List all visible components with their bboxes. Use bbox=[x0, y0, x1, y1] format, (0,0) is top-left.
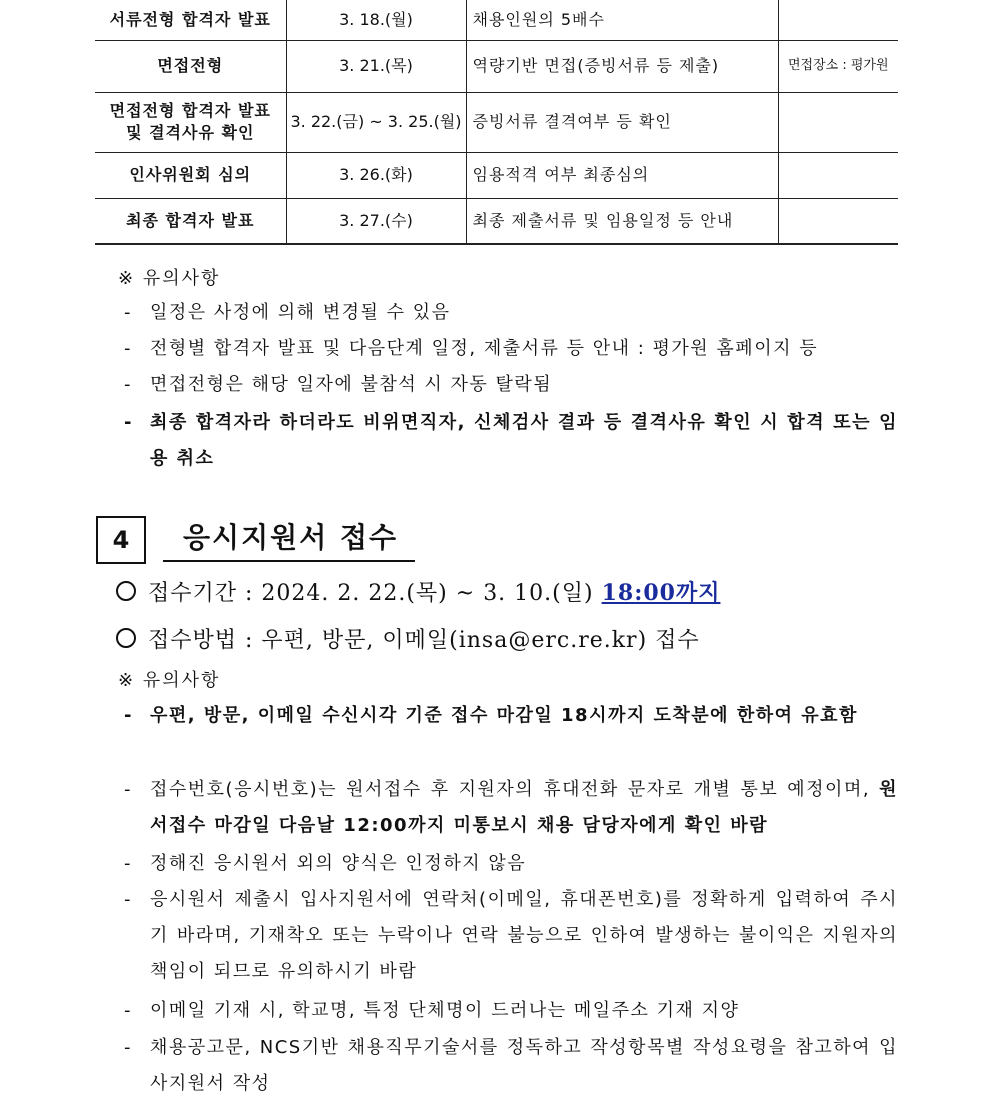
reception-period-text: 접수기간 : 2024. 2. 22.(목) ~ 3. 10.(일) bbox=[148, 581, 594, 606]
circle-bullet-icon bbox=[116, 628, 136, 648]
note-text: 접수번호(응시번호)는 원서접수 후 지원자의 휴대전화 문자로 개별 통보 예정이며, bbox=[150, 779, 880, 800]
description-cell: 역량기반 면접(증빙서류 등 제출) bbox=[466, 40, 778, 92]
note-text: 우편, 방문, 이메일 수신시각 기준 접수 마감일 18시까지 도착분에 한하여 유효함 bbox=[150, 705, 858, 726]
note-item: - 이메일 기재 시, 학교명, 특정 단체명이 드러나는 메일주소 기재 지양 bbox=[124, 1000, 740, 1021]
note-cell bbox=[778, 0, 898, 40]
note-item: - 응시원서 제출시 입사지원서에 연락처(이메일, 휴대폰번호)를 정확하게 입력하여 주시기 바라며, 기재착오 또는 누락이나 연락 불능으로 인하여 발생하는 불이익은 지원자의 책임이 되므로 유의하시기 바람 bbox=[124, 889, 898, 982]
table-row bbox=[95, 0, 898, 40]
stage-cell: 서류전형 합격자 발표 bbox=[95, 0, 286, 40]
table-row bbox=[95, 92, 898, 152]
stage-cell: 인사위원회 심의 bbox=[95, 152, 286, 198]
date-cell: 3. 27.(수) bbox=[286, 198, 466, 244]
stage-cell: 면접전형 bbox=[95, 40, 286, 92]
note-cell: 면접장소 : 평가원 bbox=[778, 40, 898, 92]
reception-method-text: 접수방법 : 우편, 방문, 이메일(insa@erc.re.kr) 접수 bbox=[148, 628, 700, 653]
note-item: - 채용공고문, NCS기반 채용직무기술서를 정독하고 작성항목별 작성요령을 참고하여 입사지원서 작성 bbox=[124, 1037, 898, 1094]
notes-heading: ※ 유의사항 bbox=[118, 268, 221, 289]
description-cell: 최종 제출서류 및 임용일정 등 안내 bbox=[466, 198, 778, 244]
note-item: - 전형별 합격자 발표 및 다음단계 일정, 제출서류 등 안내 : 평가원 홈페이지 등 bbox=[124, 338, 819, 359]
section-title: 응시지원서 접수 bbox=[163, 514, 415, 562]
description-cell: 채용인원의 5배수 bbox=[466, 0, 778, 40]
table-row bbox=[95, 152, 898, 198]
description-cell: 증빙서류 결격여부 등 확인 bbox=[466, 92, 778, 152]
note-cell bbox=[778, 152, 898, 198]
schedule-table bbox=[95, 0, 898, 245]
note-text: 채용공고문, NCS기반 채용직무기술서를 정독하고 작성항목별 작성요령을 참고하여 입사지원서 작성 bbox=[150, 1037, 898, 1094]
circle-bullet-icon bbox=[116, 581, 136, 601]
date-cell: 3. 22.(금) ~ 3. 25.(월) bbox=[286, 92, 466, 152]
note-item: - 접수번호(응시번호)는 원서접수 후 지원자의 휴대전화 문자로 개별 통보 예정이며, 원서접수 마감일 다음날 12:00까지 미통보시 채용 담당자에게 확인 바람 bbox=[124, 779, 898, 836]
reception-period bbox=[116, 576, 720, 607]
note-text: 일정은 사정에 의해 변경될 수 있음 bbox=[150, 302, 451, 323]
note-item: - 일정은 사정에 의해 변경될 수 있음 bbox=[124, 302, 451, 323]
date-cell: 3. 18.(월) bbox=[286, 0, 466, 40]
note-emphasis: 원서접수 마감일 다음날 12:00까지 미통보시 채용 담당자에게 확인 바람 bbox=[150, 779, 898, 836]
note-text: 전형별 합격자 발표 및 다음단계 일정, 제출서류 등 안내 : 평가원 홈페이지 등 bbox=[150, 338, 819, 359]
note-text: 이메일 기재 시, 학교명, 특정 단체명이 드러나는 메일주소 기재 지양 bbox=[150, 1000, 740, 1021]
description-cell: 임용적격 여부 최종심의 bbox=[466, 152, 778, 198]
note-item: - 우편, 방문, 이메일 수신시각 기준 접수 마감일 18시까지 도착분에 한하여 유효함 bbox=[124, 705, 858, 726]
note-cell bbox=[778, 198, 898, 244]
note-item: - 정해진 응시원서 외의 양식은 인정하지 않음 bbox=[124, 853, 527, 874]
note-cell bbox=[778, 92, 898, 152]
deadline-time: 18:00까지 bbox=[601, 580, 721, 606]
stage-cell: 면접전형 합격자 발표 및 결격사유 확인 bbox=[95, 92, 286, 152]
table-row bbox=[95, 40, 898, 92]
reception-method bbox=[116, 623, 700, 654]
note-item: - 면접전형은 해당 일자에 불참석 시 자동 탈락됨 bbox=[124, 374, 553, 395]
notes-heading: ※ 유의사항 bbox=[118, 670, 221, 691]
note-text: 정해진 응시원서 외의 양식은 인정하지 않음 bbox=[150, 853, 527, 874]
note-text: 응시원서 제출시 입사지원서에 연락처(이메일, 휴대폰번호)를 정확하게 입력하여 주시기 바라며, 기재착오 또는 누락이나 연락 불능으로 인하여 발생하는 불이익은 지원자의 책임이 되므로 유의하시기 바람 bbox=[150, 889, 898, 982]
note-text: 면접전형은 해당 일자에 불참석 시 자동 탈락됨 bbox=[150, 374, 553, 395]
table-row bbox=[95, 198, 898, 244]
note-item: - 최종 합격자라 하더라도 비위면직자, 신체검사 결과 등 결격사유 확인 시 합격 또는 임용 취소 bbox=[124, 412, 898, 469]
stage-cell: 최종 합격자 발표 bbox=[95, 198, 286, 244]
date-cell: 3. 26.(화) bbox=[286, 152, 466, 198]
section-number: 4 bbox=[96, 516, 146, 564]
date-cell: 3. 21.(목) bbox=[286, 40, 466, 92]
note-text: 최종 합격자라 하더라도 비위면직자, 신체검사 결과 등 결격사유 확인 시 합격 또는 임용 취소 bbox=[150, 412, 898, 469]
